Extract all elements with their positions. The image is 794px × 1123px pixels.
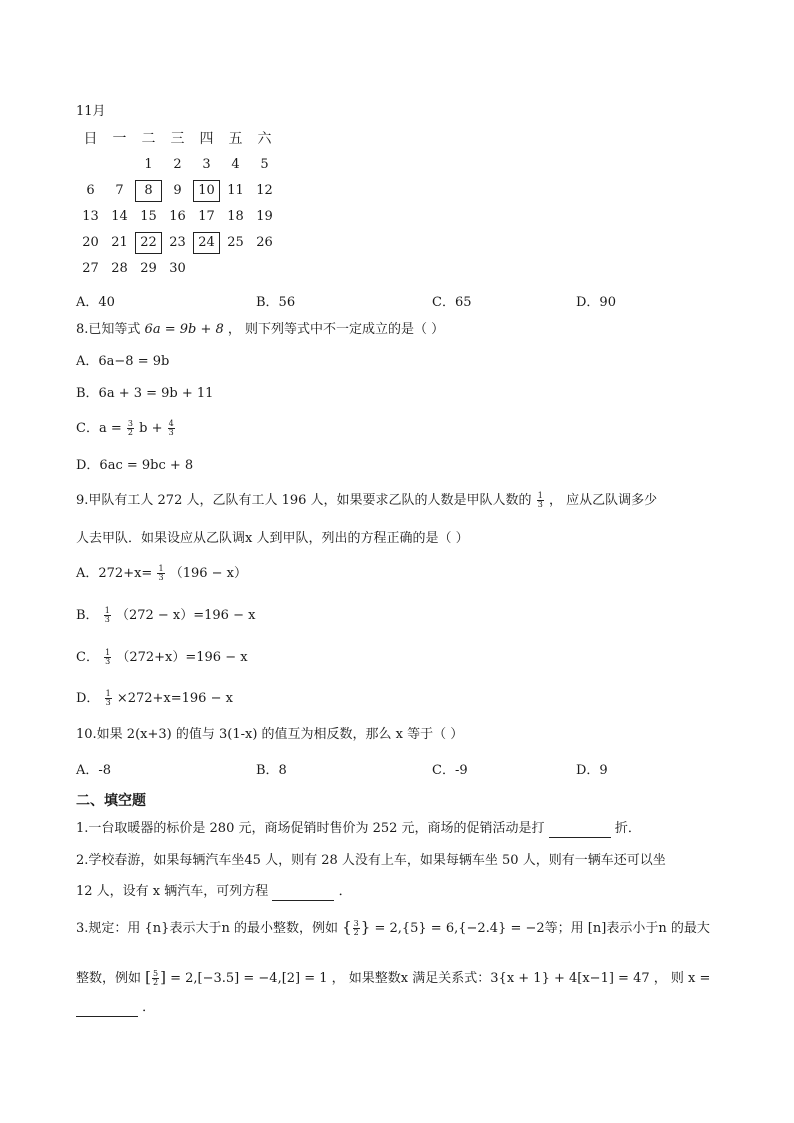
fill-q1 xyxy=(76,820,641,838)
calendar-date-cell xyxy=(221,154,250,176)
answer-blank xyxy=(549,823,611,838)
fraction-numerator: 5 xyxy=(153,969,159,978)
q10-option-c: C．-9 xyxy=(432,763,468,778)
q9-option-b-post: （272 − x）=196 − x xyxy=(115,608,256,623)
calendar-date-cell xyxy=(192,206,221,228)
q9-option-a-pre: A．272+x= xyxy=(76,566,153,581)
q9-stem-text-2: ， 应从乙队调多少 xyxy=(548,493,658,508)
q8-equation: 6a = 9b + 8 xyxy=(144,322,224,337)
fraction xyxy=(152,970,159,987)
q7-option-b: B．56 xyxy=(256,295,296,310)
bracket-open: [ xyxy=(145,968,152,986)
calendar-date: 29 xyxy=(140,261,157,276)
calendar-date-cell xyxy=(163,180,192,202)
calendar-date-cell xyxy=(76,180,105,202)
q9-option-b xyxy=(76,607,255,625)
answer-blank xyxy=(272,886,334,901)
calendar-date-cell xyxy=(192,232,221,254)
q9-option-d xyxy=(76,690,233,708)
q10-option-a: A．-8 xyxy=(76,763,112,778)
fill-q3-line1 xyxy=(76,918,710,938)
q9-option-a-post: （196 − x） xyxy=(169,566,248,581)
calendar-date: 18 xyxy=(227,209,244,224)
q9-option-c-post: （272+x）=196 − x xyxy=(116,650,248,665)
fraction-denominator: 3 xyxy=(537,500,543,509)
fraction xyxy=(168,420,175,437)
q8-stem-text-2: ， 则下列等式中不一定成立的是（ ） xyxy=(227,322,445,337)
calendar-date-cell xyxy=(192,154,221,176)
weekday-label: 三 xyxy=(170,131,185,147)
q9-option-c xyxy=(76,649,248,667)
q9-option-b-pre: B． xyxy=(76,608,99,623)
brace-open: { xyxy=(342,918,352,936)
calendar-date-cell xyxy=(105,232,134,254)
calendar-date: 14 xyxy=(111,209,128,224)
calendar-date-cell xyxy=(76,258,105,280)
calendar-date: 8 xyxy=(135,180,162,202)
q8-option-b: B．6a + 3 = 9b + 11 xyxy=(76,386,214,401)
calendar-date-cell xyxy=(163,206,192,228)
fraction xyxy=(104,649,111,666)
fraction-denominator: 2 xyxy=(153,978,159,987)
calendar-date: 3 xyxy=(202,157,211,172)
calendar-date: 27 xyxy=(82,261,99,276)
q9-stem-text: 9.甲队有工人 272 人，乙队有工人 196 人，如果要求乙队的人数是甲队人数的 xyxy=(76,493,532,508)
calendar-date-cell xyxy=(134,232,163,254)
calendar-date: 30 xyxy=(169,261,186,276)
calendar-date: 25 xyxy=(227,235,244,250)
calendar-date: 13 xyxy=(82,209,99,224)
calendar-date-cell xyxy=(76,206,105,228)
q7-option-d: D．90 xyxy=(576,295,616,310)
calendar-date-cell xyxy=(192,180,221,202)
calendar-date: 4 xyxy=(231,157,240,172)
calendar-date-cell xyxy=(250,232,279,254)
fraction xyxy=(537,492,544,509)
calendar-date: 17 xyxy=(198,209,215,224)
fraction-denominator: 2 xyxy=(127,428,133,437)
q7-option-a: A．40 xyxy=(76,295,115,310)
calendar-date-cell xyxy=(250,206,279,228)
calendar-date-cell xyxy=(163,258,192,280)
calendar-date: 15 xyxy=(140,209,157,224)
q8-option-c xyxy=(76,420,176,438)
fraction-numerator: 3 xyxy=(353,919,359,928)
q9-option-d-pre: D． xyxy=(76,691,100,706)
calendar-date-cell xyxy=(105,180,134,202)
calendar-date-cell xyxy=(221,258,250,280)
fill-q3-line3 xyxy=(76,999,155,1017)
q8-stem xyxy=(76,321,444,339)
calendar-date: 1 xyxy=(144,157,153,172)
calendar-date: 6 xyxy=(86,183,95,198)
calendar-date: 16 xyxy=(169,209,186,224)
q7-option-c: C．65 xyxy=(432,295,472,310)
answer-blank xyxy=(76,1002,138,1017)
fraction-denominator: 3 xyxy=(168,428,174,437)
calendar-date: 23 xyxy=(169,235,186,250)
calendar-date-cell xyxy=(105,206,134,228)
calendar-date-cell xyxy=(221,232,250,254)
fill-q3-text-5: ． xyxy=(142,1000,156,1015)
q8-stem-text: 8.已知等式 xyxy=(76,322,141,337)
q10-stem: 10.如果 2(x+3) 的值与 3(1-x) 的值互为相反数，那么 x 等于（ ） xyxy=(76,727,464,742)
fill-q3-text-2: = 2,{5} = 6,{−2.4} = −2等；用 [n]表示小于n 的最大 xyxy=(374,921,710,936)
calendar-date-cell xyxy=(250,258,279,280)
calendar-date-cell xyxy=(163,232,192,254)
fill-q2-text: 12 人，设有 x 辆汽车，可列方程 xyxy=(76,884,269,899)
weekday-label: 一 xyxy=(112,131,127,147)
bracket-close: ] xyxy=(160,968,166,986)
calendar-date-cell xyxy=(134,258,163,280)
calendar-date-cell xyxy=(163,154,192,176)
fill-q2-text-2: ． xyxy=(338,884,352,899)
q9-stem-line1 xyxy=(76,492,657,510)
calendar-date-cell xyxy=(134,154,163,176)
fraction-numerator: 1 xyxy=(105,689,111,698)
fraction-numerator: 4 xyxy=(168,419,174,428)
calendar-date: 26 xyxy=(256,235,273,250)
fraction xyxy=(353,920,360,937)
q9-option-d-post: ×272+x=196 − x xyxy=(116,691,233,706)
calendar-date-cell xyxy=(221,206,250,228)
weekday-label: 五 xyxy=(228,131,243,147)
calendar-date-cell xyxy=(250,180,279,202)
calendar-date: 12 xyxy=(256,183,273,198)
calendar-date: 21 xyxy=(111,235,128,250)
weekday-label: 四 xyxy=(199,131,214,147)
fraction-denominator: 3 xyxy=(104,615,110,624)
fraction xyxy=(105,690,112,707)
calendar-date: 11 xyxy=(227,183,244,198)
calendar-date: 10 xyxy=(193,180,220,202)
calendar-date-cell xyxy=(134,180,163,202)
calendar-date: 5 xyxy=(260,157,269,172)
calendar-date-cell xyxy=(76,232,105,254)
fraction xyxy=(157,565,164,582)
fill-q3-text-3: 整数，例如 xyxy=(76,971,142,986)
q9-option-c-pre: C． xyxy=(76,650,99,665)
calendar-date: 9 xyxy=(173,183,182,198)
calendar-date: 2 xyxy=(173,157,182,172)
fraction-denominator: 2 xyxy=(353,928,359,937)
section-title: 二、填空题 xyxy=(76,793,146,809)
q8-option-d: D．6ac = 9bc + 8 xyxy=(76,458,194,473)
q8-option-c-mid: b + xyxy=(139,421,163,436)
calendar-date: 20 xyxy=(82,235,99,250)
calendar-date-cell xyxy=(192,258,221,280)
q8-option-a: A．6a−8 = 9b xyxy=(76,354,170,369)
q9-option-a xyxy=(76,565,247,583)
q10-option-d: D．9 xyxy=(576,763,608,778)
fill-q3-text: 3.规定：用 {n}表示大于n 的最小整数，例如 xyxy=(76,921,338,936)
fill-q1-text-2: 折． xyxy=(614,821,641,836)
weekday-label: 二 xyxy=(141,131,156,147)
weekday-label: 六 xyxy=(257,131,272,147)
fraction xyxy=(127,420,134,437)
calendar-date: 19 xyxy=(256,209,273,224)
fill-q3-text-4: = 2,[−3.5] = −4,[2] = 1 ， 如果整数x 满足关系式：3{x + 1} + 4[x−1] = 47 ， 则 x = xyxy=(170,971,711,986)
fraction-numerator: 1 xyxy=(158,564,164,573)
calendar-date: 24 xyxy=(193,232,220,254)
calendar-date-cell xyxy=(134,206,163,228)
fraction-numerator: 1 xyxy=(104,606,110,615)
calendar-date-cell xyxy=(76,154,105,176)
fraction-numerator: 3 xyxy=(127,419,133,428)
calendar-date-cell xyxy=(105,258,134,280)
fraction-denominator: 3 xyxy=(158,573,164,582)
calendar-date: 7 xyxy=(115,183,124,198)
fill-q2-line2 xyxy=(76,883,352,901)
fill-q2-line1: 2.学校春游，如果每辆汽车坐45 人，则有 28 人没有上车，如果每辆车坐 50 人，则有一辆车还可以坐 xyxy=(76,853,666,868)
fraction-denominator: 3 xyxy=(105,698,111,707)
calendar-month-label: 11月 xyxy=(76,104,106,119)
weekday-label: 日 xyxy=(83,131,98,147)
fill-q1-text: 1.一台取暖器的标价是 280 元，商场促销时售价为 252 元，商场的促销活动是打 xyxy=(76,821,545,836)
q8-option-c-prefix: C．a = xyxy=(76,421,122,436)
fraction xyxy=(104,607,111,624)
calendar-date-cell xyxy=(105,154,134,176)
fraction-numerator: 1 xyxy=(537,491,543,500)
fraction-denominator: 3 xyxy=(105,657,111,666)
q9-stem-line2: 人去甲队．如果设应从乙队调x 人到甲队，列出的方程正确的是（ ） xyxy=(76,531,469,546)
fill-q3-line2 xyxy=(76,968,710,988)
calendar-date: 22 xyxy=(135,232,162,254)
calendar-date: 28 xyxy=(111,261,128,276)
calendar-date-cell xyxy=(221,180,250,202)
fraction-numerator: 1 xyxy=(105,648,111,657)
q10-option-b: B．8 xyxy=(256,763,287,778)
brace-close: } xyxy=(360,918,371,936)
calendar-date-cell xyxy=(250,154,279,176)
